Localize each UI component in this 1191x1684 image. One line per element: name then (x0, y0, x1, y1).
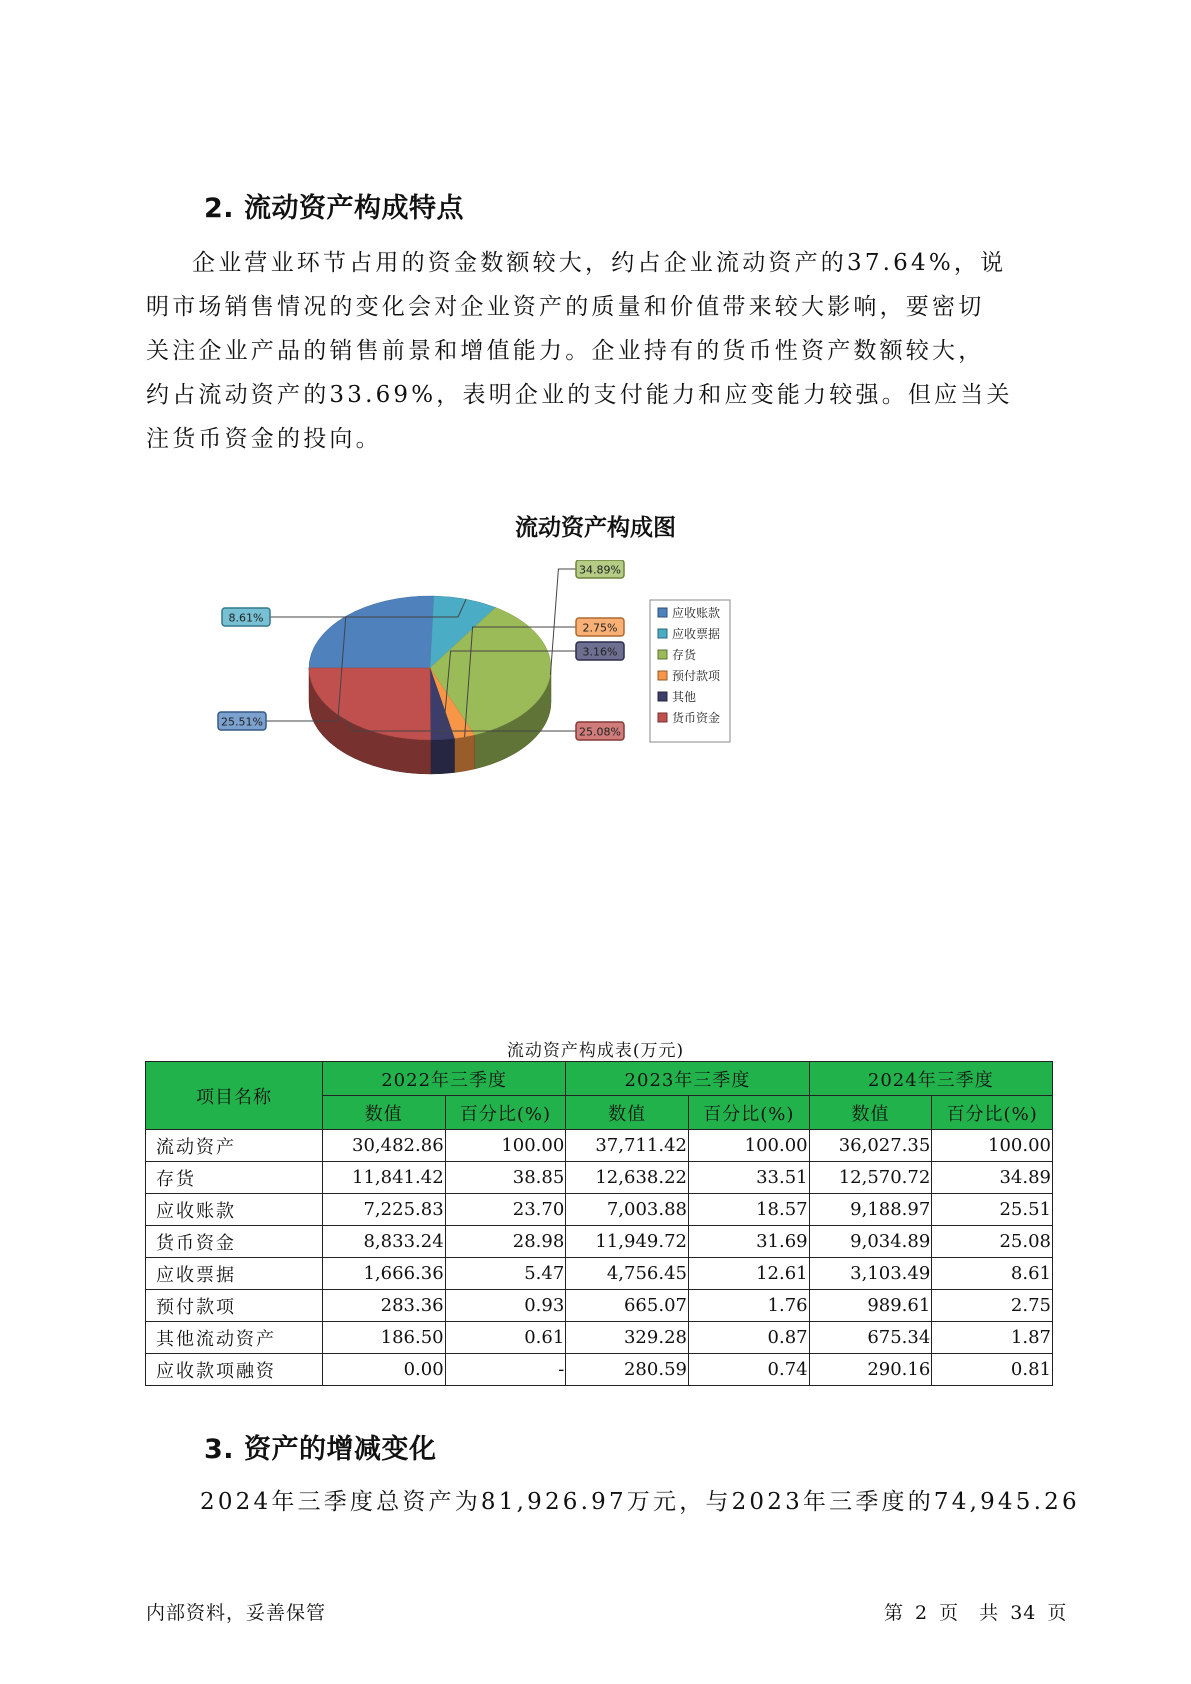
cell-value: 7,225.83 (322, 1194, 445, 1226)
legend-item: 应收账款 (672, 606, 721, 620)
cell-percent: 0.61 (445, 1322, 566, 1354)
cell-value: 283.36 (322, 1290, 445, 1322)
chart-title: 流动资产构成图 (515, 515, 676, 541)
row-item-name: 应收账款 (146, 1194, 323, 1226)
pie-slice-side (454, 735, 474, 773)
header-item-name: 项目名称 (146, 1062, 323, 1130)
cell-percent: 8.61 (932, 1258, 1053, 1290)
cell-percent: 33.51 (688, 1162, 809, 1194)
data-label: 8.61% (228, 611, 264, 625)
cell-value: 280.59 (566, 1354, 689, 1386)
cell-value: 329.28 (566, 1322, 689, 1354)
legend-item: 存货 (672, 648, 697, 662)
paragraph-line: 2024年三季度总资产为81,926.97万元，与2023年三季度的74,945.26 (200, 1489, 1080, 1515)
legend-item: 预付款项 (672, 669, 721, 683)
subheader-percent: 百分比(%) (688, 1096, 809, 1130)
row-item-name: 流动资产 (146, 1130, 323, 1162)
data-label: 25.08% (579, 725, 621, 739)
legend-swatch (658, 692, 667, 701)
cell-percent: 23.70 (445, 1194, 566, 1226)
legend-swatch (658, 713, 667, 722)
section-heading-3: 3. 资产的增减变化 (204, 1434, 437, 1465)
cell-value: 30,482.86 (322, 1130, 445, 1162)
pie-chart (190, 560, 810, 810)
table-row (146, 1258, 1053, 1290)
cell-value: 665.07 (566, 1290, 689, 1322)
pie-slice-side (431, 739, 455, 774)
legend-item: 其他 (672, 690, 697, 704)
table-row (146, 1290, 1053, 1322)
table-row (146, 1354, 1053, 1386)
current-assets-table (145, 1061, 1053, 1386)
row-item-name: 其他流动资产 (146, 1322, 323, 1354)
legend-swatch (658, 671, 667, 680)
subheader-value: 数值 (566, 1096, 689, 1130)
cell-percent: 28.98 (445, 1226, 566, 1258)
cell-value: 4,756.45 (566, 1258, 689, 1290)
cell-value: 8,833.24 (322, 1226, 445, 1258)
table-row (146, 1194, 1053, 1226)
cell-value: 675.34 (809, 1322, 932, 1354)
data-label: 3.16% (582, 645, 618, 659)
subheader-value: 数值 (322, 1096, 445, 1130)
paragraph-line: 企业营业环节占用的资金数额较大，约占企业流动资产的37.64%，说 (192, 250, 1007, 276)
cell-value: 12,638.22 (566, 1162, 689, 1194)
section-heading-2: 2. 流动资产构成特点 (204, 193, 464, 224)
section-2-paragraph (146, 241, 1046, 461)
cell-percent: 38.85 (445, 1162, 566, 1194)
cell-percent: 31.69 (688, 1226, 809, 1258)
table-header-row (146, 1062, 1053, 1096)
cell-percent: 100.00 (932, 1130, 1053, 1162)
cell-value: 11,841.42 (322, 1162, 445, 1194)
cell-percent: 12.61 (688, 1258, 809, 1290)
data-label: 25.51% (221, 715, 263, 729)
cell-percent: 0.74 (688, 1354, 809, 1386)
table-row (146, 1162, 1053, 1194)
cell-value: 11,949.72 (566, 1226, 689, 1258)
cell-value: 36,027.35 (809, 1130, 932, 1162)
footer-page-number: 第 2 页 共 34 页 (884, 1602, 1068, 1624)
cell-percent: 100.00 (445, 1130, 566, 1162)
cell-value: 989.61 (809, 1290, 932, 1322)
leader-line (550, 569, 576, 675)
table-row (146, 1130, 1053, 1162)
cell-value: 0.00 (322, 1354, 445, 1386)
cell-value: 9,188.97 (809, 1194, 932, 1226)
header-period: 2023年三季度 (566, 1062, 809, 1096)
paragraph-line: 关注企业产品的销售前景和增值能力。企业持有的货币性资产数额较大， (146, 338, 985, 364)
cell-percent: 100.00 (688, 1130, 809, 1162)
cell-value: 9,034.89 (809, 1226, 932, 1258)
cell-percent: 34.89 (932, 1162, 1053, 1194)
cell-value: 290.16 (809, 1354, 932, 1386)
legend-item: 应收票据 (672, 627, 721, 641)
cell-percent: 0.93 (445, 1290, 566, 1322)
table-row (146, 1226, 1053, 1258)
pie-slice (309, 596, 434, 668)
paragraph-line: 明市场销售情况的变化会对企业资产的质量和价值带来较大影响，要密切 (146, 294, 985, 320)
cell-value: 37,711.42 (566, 1130, 689, 1162)
section-3-paragraph (200, 1480, 1100, 1524)
row-item-name: 预付款项 (146, 1290, 323, 1322)
paragraph-line: 注货币资金的投向。 (146, 426, 382, 452)
subheader-percent: 百分比(%) (932, 1096, 1053, 1130)
cell-percent: 1.87 (932, 1322, 1053, 1354)
table-caption: 流动资产构成表(万元) (506, 1041, 685, 1061)
legend-item: 货币资金 (672, 711, 721, 725)
cell-percent: 0.87 (688, 1322, 809, 1354)
data-label: 34.89% (579, 563, 621, 577)
legend-swatch (658, 608, 667, 617)
legend-swatch (658, 650, 667, 659)
cell-value: 12,570.72 (809, 1162, 932, 1194)
cell-percent: 25.08 (932, 1226, 1053, 1258)
cell-percent: 5.47 (445, 1258, 566, 1290)
cell-value: 186.50 (322, 1322, 445, 1354)
row-item-name: 应收款项融资 (146, 1354, 323, 1386)
table-row (146, 1322, 1053, 1354)
cell-percent: - (445, 1354, 566, 1386)
cell-value: 7,003.88 (566, 1194, 689, 1226)
subheader-percent: 百分比(%) (445, 1096, 566, 1130)
row-item-name: 存货 (146, 1162, 323, 1194)
cell-percent: 18.57 (688, 1194, 809, 1226)
paragraph-line: 约占流动资产的33.69%，表明企业的支付能力和应变能力较强。但应当关 (146, 382, 1013, 408)
cell-value: 3,103.49 (809, 1258, 932, 1290)
footer-confidential-note: 内部资料，妥善保管 (146, 1602, 327, 1624)
cell-percent: 25.51 (932, 1194, 1053, 1226)
data-label: 2.75% (582, 621, 618, 635)
header-period: 2024年三季度 (809, 1062, 1052, 1096)
chart-legend (650, 600, 730, 742)
cell-percent: 1.76 (688, 1290, 809, 1322)
cell-value: 1,666.36 (322, 1258, 445, 1290)
cell-percent: 0.81 (932, 1354, 1053, 1386)
cell-percent: 2.75 (932, 1290, 1053, 1322)
row-item-name: 应收票据 (146, 1258, 323, 1290)
row-item-name: 货币资金 (146, 1226, 323, 1258)
header-period: 2022年三季度 (322, 1062, 565, 1096)
subheader-value: 数值 (809, 1096, 932, 1130)
legend-swatch (658, 629, 667, 638)
